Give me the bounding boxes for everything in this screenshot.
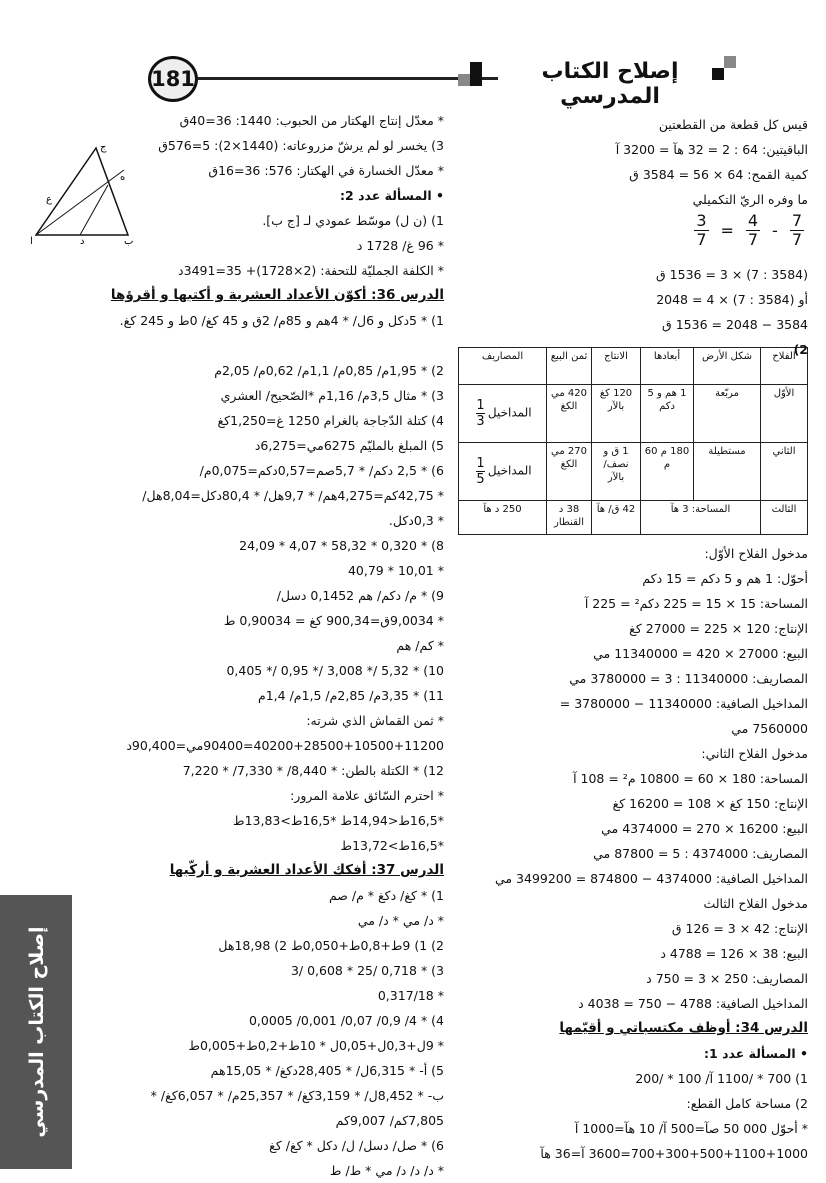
text-line: قيس كل قطعة من القطعتين [658,117,808,132]
text-line: المصاريف: 4374000 : 5 = 87800 مي [593,846,808,861]
text-line: ما وفره الريّ التكميلي [692,192,808,207]
text-line: * ثمن القماش الذي شرته: [306,713,444,728]
text-line: 3584 − 2048 = 1536 ق [662,317,808,332]
lesson-heading: الدرس 36: أكوّن الأعداد العشرية و أكتبها و أقرؤها [110,287,444,303]
point-label: ب [124,236,134,247]
fraction: $\frac{7}{7}$ [791,211,802,249]
text-line: مدخول الفلاح الثاني: [701,746,808,761]
text-line: * 9ل+0,3ل+0,05ل * 10ط+0,2ط+0,005ط [188,1038,444,1053]
text-line: الإنتاج: 120 × 225 = 27000 كغ [629,621,808,636]
column-header: شكل الأرض [694,348,761,385]
text-line: * د/ د/ د/ مي * ط/ ط [329,1163,444,1178]
lesson-heading: الدرس 37: أفكك الأعداد العشرية و أركّبها [169,862,444,878]
text-line: 7560000 مي [731,721,808,736]
text-line: 8) * 0,320 * 58,32 * 4,07 * 24,09 [239,538,444,553]
text-line: * معدّل الخسارة في الهكتار: 576: 36=16ق [208,163,444,178]
side-tab-label: إصلاح الكتاب المدرسي [26,926,48,1138]
text-line: 5) المبلغ بالمليّم 6275مي=6,275د [254,438,444,453]
table-cell: 38 د القنطار [547,501,592,535]
fraction: $\frac{3}{7}$ [696,211,707,249]
text-line: 1) (ن ل) موسّط عمودي لـ [ج ب]. [262,213,444,228]
text-line: * كم/ هم [396,638,444,653]
expense-label: المداخيل [487,405,532,420]
text-line: مدخول الفلاح الثالث [703,896,808,911]
column-header: الانتاج [592,348,641,385]
header-rule [198,77,498,80]
header-decor-square [470,62,482,74]
text-line: * 10,01 * 40,79 [347,563,444,578]
text-line: 3) يخسر لو لم يرشّ مزروعاته: (1440×2): 5=576ق [158,138,444,153]
text-line: * 42,75كم=4,275هم/ * 9,7هل/ * 80,4دكل=8,04هل/ [142,488,444,503]
table-cell: الثالث [761,501,808,535]
operator: - [772,221,778,240]
table-cell: 270 مي الكغ [547,443,592,501]
fraction: $\frac{1}{5}$ [476,456,485,487]
text-line: 40200+28500+10500+11200=90400مي=90,400د [126,738,444,753]
table-cell: 1 هم و 5 دكم [641,385,694,443]
text-line: أو (3584 : 7) × 4 = 2048 [656,292,808,307]
right-column-lower [458,541,808,1166]
text-line: 9) * م/ دكم/ هم 0,1452 دسل/ [276,588,444,603]
column-header: الفلاح [761,348,808,385]
text-line: الإنتاج: 42 × 3 = 126 ق [671,921,808,936]
page-title: إصلاح الكتاب المدرسي [541,59,679,109]
text-line: 1) 700 * /1100 آ/ 100 * /200 [635,1071,808,1086]
fraction: $\frac{1}{3}$ [476,398,485,429]
table-cell [641,501,761,535]
table-row [459,501,808,535]
text-line: كمية القمح: 64 × 56 = 3584 ق [629,167,808,182]
text-line: 12) * الكتلة بالطن: * 8,440/ * 7,330/ * 7,220 [182,763,444,778]
header-decor-square [458,74,470,86]
problem-heading: • المسألة عدد 1: [704,1046,808,1061]
column-header: المصاريف [459,348,547,385]
table-cell: مستطيلة [694,443,761,501]
header-decor-square [470,74,482,86]
text-line: المصاريف: 11340000 : 3 = 3780000 مي [569,671,808,686]
text-line: 11) * 3,35م/ 2,85م/ 1,5م/ 1,4م [257,688,444,703]
table-cell: 180 م 60 م [641,443,694,501]
fraction-equation [458,212,808,262]
column-header: ثمن البيع [547,348,592,385]
table-cell: 120 كغ بالآر [592,385,641,443]
text-line: *16,5ط<14,94ط *16,5ط>13,83ط [233,813,444,828]
text-line: المداخيل الصافية: 4374000 − 874800 = 3499200 مي [494,871,808,886]
text-line: 4) كتلة الدّجاجة بالغرام 1250 غ=1,250كغ [217,413,444,428]
text-line: 1) * 5دكل و 6ل/ * 4هم و 85م/ 2ق و 45 كغ/ 0ط و 245 كغ. [119,313,444,328]
text-line: * 0,3دكل. [388,513,444,528]
text-line: 2) [793,342,808,357]
text-line: (3584 : 7) × 3 = 1536 ق [656,267,808,282]
problem-heading: • المسألة عدد 2: [340,188,444,203]
text-line: البيع: 38 × 126 = 4788 د [660,946,808,961]
operator: = [720,221,734,240]
text-line: 2) 1) 9ط+0,8ط+0,050ط 2) 18,98هل [218,938,444,953]
text-line: 1) * كغ/ دكغ * م/ صم [328,888,444,903]
right-column [458,112,808,362]
table-cell-text: المساحة: 3 هآ [670,504,731,515]
table-row [459,443,808,501]
table-cell: مربّعة [694,385,761,443]
text-line: 5) أ- * 6,315ل/ * 28,405دكغ/ * 15,05هم [210,1063,444,1078]
text-line: الإنتاج: 150 كغ × 108 = 16200 كغ [612,796,808,811]
text-line: المصاريف: 250 × 3 = 750 د [646,971,808,986]
left-column [100,108,444,1183]
page-header [140,52,730,109]
table-cell [459,385,547,443]
table-row [459,385,808,443]
text-line: *16,5ط>13,72ط [340,838,444,853]
table-cell: 1 ق و نصف/ بالآر [592,443,641,501]
point-label: ا [30,236,33,247]
text-line: 4) * 4/ 0,9/ 0,07/ 0,001/ 0,0005 [248,1013,444,1028]
text-line: * معدّل إنتاج الهكتار من الحبوب: 1440: 36=40ق [179,113,444,128]
column-header: أبعادها [641,348,694,385]
text-line: 3) * مثال 3,5م/ 1,16م *الصّحيح/ العشري [220,388,444,403]
farm-table [458,347,808,535]
text-line: الباقيتين: 64 : 2 = 32 هآ = 3200 آ [615,142,808,157]
table-cell [459,443,547,501]
text-line: * احترم السّائق علامة المرور: [290,788,444,803]
text-line: 2) * 1,95م/ 0,85م/ 1,1م/ 0,62م/ 2,05م [214,363,444,378]
point-label: د [80,236,85,247]
header-decor-square [712,68,724,80]
text-line: 7,805كم/ 9,007كم [335,1113,444,1128]
table-cell: 42 ق/ هآ [592,501,641,535]
point-label: ج [100,142,107,153]
text-line: * 96 غ/ 1728 د [356,238,444,253]
table-header-row [459,348,808,385]
text-line: أحوّل: 1 هم و 5 دكم = 15 دكم [642,571,808,586]
header-decor-square [724,56,736,68]
text-line: المساحة: 180 × 60 = 10800 م² = 108 آ [573,771,808,786]
text-line: 2) مساحة كامل القطع: [686,1096,808,1111]
text-line: المداخيل الصافية: 11340000 − 3780000 = [559,696,808,711]
point-label: ع [46,194,52,205]
point-label: ه [120,172,126,183]
expense-label: المداخيل [487,463,532,478]
text-line: البيع: 27000 × 420 = 11340000 مي [593,646,808,661]
page-number: 181 [148,56,198,102]
text-line: 700+300+500+1100+1000=3600 آ=36 هآ [540,1146,808,1161]
text-line: 10) * 5,32 /* 3,008 /* 0,95 /* 0,405 [226,663,444,678]
text-line: * 0,317/18 [377,988,444,1003]
text-line: المداخيل الصافية: 4788 − 750 = 4038 د [578,996,808,1011]
text-line: 6) * 2,5 دكم/ * 5,7صم=0,57دكم=0,075م/ [199,463,444,478]
text-line: * أحوّل 000 50 صآ=500 آ/ 10 هآ=1000 آ [574,1121,808,1136]
text-line: البيع: 16200 × 270 = 4374000 مي [601,821,808,836]
text-line: * الكلفة الجمليّة للتحفة: (2×1728)+ 35=3491د [178,263,444,278]
text-line: 6) * صل/ دسل/ ل/ دكل * كغ/ كغ [269,1138,444,1153]
table-cell: الأوّل [761,385,808,443]
lesson-heading: الدرس 34: أوظف مكتسباتي و أقيّمها [559,1020,808,1036]
text-line: المساحة: 15 × 15 = 225 دكم² = 225 آ [584,596,808,611]
table-cell: الثاني [761,443,808,501]
table-cell: 420 مي الكغ [547,385,592,443]
text-line: * 9,0034ق=900,34 كغ = 0,90034 ط [223,613,444,628]
fraction: $\frac{4}{7}$ [747,211,759,249]
text-line: ب- * 8,452ل/ * 3,159كغ/ * 25,357م/ * 6,057كغ/ * [150,1088,444,1103]
text-line: 3) * 0,718 /25 * 0,608 /3 [290,963,444,978]
table-cell: 250 د هآ [459,501,547,535]
text-line: * د/ مي * د/ مي [357,913,444,928]
text-line: مدخول الفلاح الأوّل: [704,546,808,561]
